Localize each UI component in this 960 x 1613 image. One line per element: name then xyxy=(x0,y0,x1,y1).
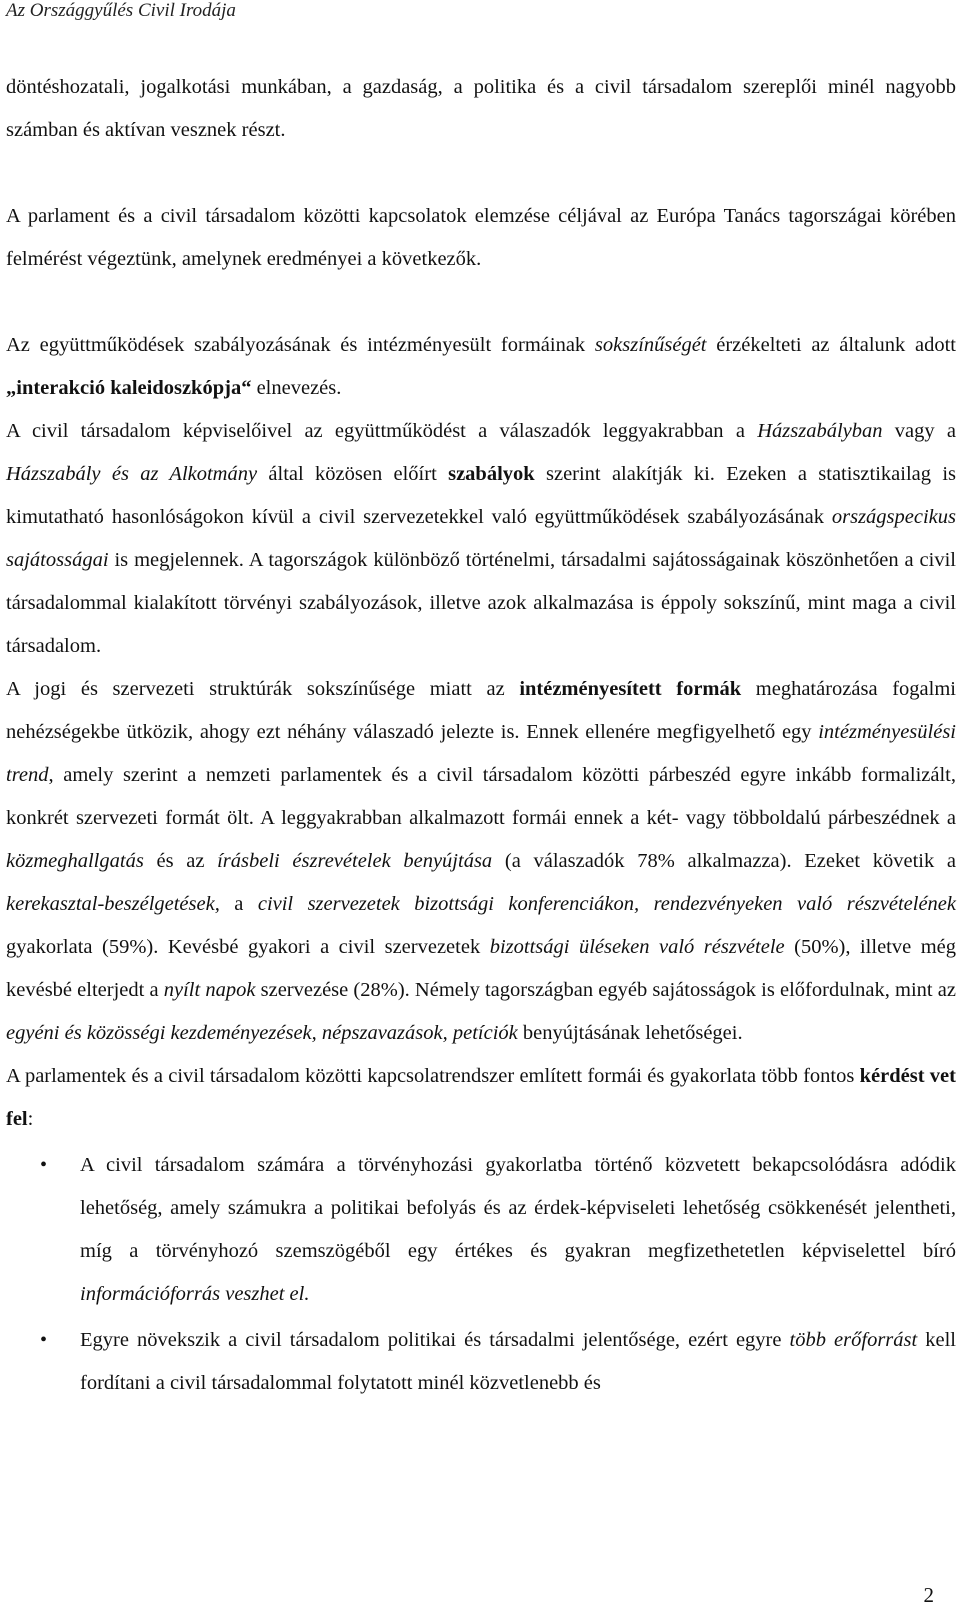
text-run: A parlament és a civil társadalom közötti kapcsolatok elemzése céljával az Európa Tanács tagországai körében felmérést végeztünk, amelynek eredményei a következők. xyxy=(6,205,956,270)
running-header: Az Országgyűlés Civil Irodája xyxy=(6,0,236,21)
italic-text: bizottsági üléseken való részvétele xyxy=(489,936,785,958)
text-run: (50%), illetve még kevésbé elterjedt a xyxy=(6,936,957,1001)
italic-text: egyéni és közösségi kezdeményezések, népszavazások, petíciók xyxy=(6,1022,518,1044)
text-run: benyújtásának lehetőségei. xyxy=(517,1022,743,1044)
document-body xyxy=(6,66,956,1405)
italic-text: sokszínűségét xyxy=(594,334,707,356)
text-run: döntéshozatali, jogalkotási munkában, a gazdaság, a politika és a civil társadalom szereplői minél nagyobb számban és aktívan vesznek részt. xyxy=(6,76,956,141)
italic-text: nyílt napok xyxy=(163,979,256,1001)
italic-text: Házszabály és az Alkotmány xyxy=(6,463,258,485)
text-run: érzékelteti az általunk adott xyxy=(706,334,957,356)
italic-text: információforrás veszhet el. xyxy=(80,1283,310,1305)
italic-text: civil szervezetek bizottsági konferenciákon, rendezvényeken való részvételének xyxy=(257,893,957,915)
text-run: , amely szerint a nemzeti parlamentek és a civil társadalom közötti párbeszéd egyre inkább formalizált, konkrét szervezeti formát ölt. A leggyakrabban alkalmazott formái ennek a két- vagy többoldalú párbeszédnek a xyxy=(6,764,956,829)
italic-text: írásbeli észrevételek benyújtása xyxy=(217,850,493,872)
bullet-icon: • xyxy=(40,1329,48,1351)
bullet-icon: • xyxy=(40,1154,48,1176)
paragraph-2 xyxy=(6,195,956,281)
paragraph-5 xyxy=(6,668,956,1055)
list-item-text xyxy=(80,1154,956,1305)
bold-text: szabályok xyxy=(448,463,535,485)
text-run: Az együttműködések szabályozásának és intézményesült formáinak xyxy=(6,334,595,356)
paragraph-6 xyxy=(6,1055,956,1141)
text-run: A parlamentek és a civil társadalom közötti kapcsolatrendszer említett formái és gyakorlata több fontos xyxy=(6,1065,860,1087)
italic-text: intézményesülési trend xyxy=(6,721,956,786)
bullet-list xyxy=(6,1144,956,1405)
text-run: által közösen előírt xyxy=(257,463,449,485)
list-item xyxy=(6,1319,956,1405)
text-run: : xyxy=(27,1108,34,1130)
italic-text: több erőforrást xyxy=(789,1329,918,1351)
bold-text: „interakció kaleidoszkópja“ xyxy=(6,377,252,399)
list-item xyxy=(6,1144,956,1316)
paragraph-1 xyxy=(6,66,956,152)
paragraph-4 xyxy=(6,410,956,668)
text-run: is megjelennek. A tagországok különböző történelmi, társadalmi sajátosságainak köszönhetően a civil társadalommal kialakított törvényi szabályozások, illetve azok alkalmazása is éppoly sokszínű, mint maga a civil társadalom. xyxy=(6,549,956,657)
page-number: 2 xyxy=(923,1583,934,1607)
list-item-text xyxy=(80,1329,956,1394)
bold-text: kérdést vet fel xyxy=(6,1065,956,1130)
text-run: A civil társadalom képviselőivel az együttműködést a válaszadók leggyakrabban a xyxy=(6,420,758,442)
italic-text: országspecikus sajátosságai xyxy=(6,506,956,571)
text-run: vagy a xyxy=(882,420,956,442)
text-run: szerint alakítják ki. Ezeken a statisztikailag is kimutatható hasonlóságokon kívül a civil szervezetekkel való együttműködések szabályozásának xyxy=(6,463,956,528)
text-run: szervezése (28%). Némely tagországban egyéb sajátosságok is előfordulnak, mint az xyxy=(255,979,956,1001)
text-run: a xyxy=(219,893,258,915)
text-run: A civil társadalom számára a törvényhozási gyakorlatba történő közvetett bekapcsolódásra adódik lehetőség, amely számukra a politikai befolyás és az érdek-képviseleti lehetőség csökkenését jelentheti, míg a törvényhozó szemszögéből egy értékes és gyakran megfizethetetlen képviselettel bíró xyxy=(80,1154,956,1262)
italic-text: közmeghallgatás xyxy=(6,850,144,872)
text-run: elnevezés. xyxy=(251,377,342,399)
text-run: meghatározása fogalmi nehézségekbe ütközik, ahogy ezt néhány válaszadó jelezte is. Ennek ellenére megfigyelhető egy xyxy=(6,678,956,743)
text-run: Egyre növekszik a civil társadalom politikai és társadalmi jelentősége, ezért egyre xyxy=(80,1329,790,1351)
paragraph-3 xyxy=(6,324,956,410)
bold-text: intézményesített formák xyxy=(519,678,742,700)
text-run: (a válaszadók 78% alkalmazza). Ezeket követik a xyxy=(492,850,956,872)
italic-text: kerekasztal-beszélgetések, xyxy=(6,893,220,915)
text-run: A jogi és szervezeti struktúrák sokszínűsége miatt az xyxy=(6,678,520,700)
text-run: gyakorlata (59%). Kevésbé gyakori a civil szervezetek xyxy=(6,936,490,958)
text-run: és az xyxy=(143,850,218,872)
text-run: kell fordítani a civil társadalommal folytatott minél közvetlenebb és xyxy=(80,1329,956,1394)
italic-text: Házszabályban xyxy=(757,420,883,442)
